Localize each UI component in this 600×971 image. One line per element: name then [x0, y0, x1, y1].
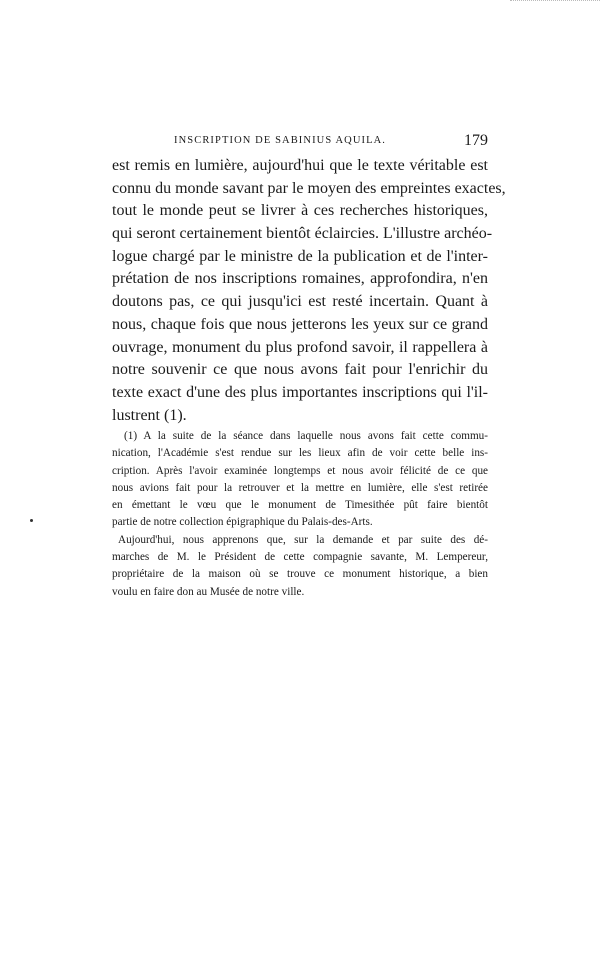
text-line: tout le monde peut se livrer à ces recherches historiques,: [112, 202, 488, 220]
running-title: INSCRIPTION DE SABINIUS AQUILA.: [174, 135, 387, 146]
footnote-line: marches de M. le Président de cette compagnie savante, M. Lempereur,: [112, 551, 488, 564]
footnote-line: en émettant le vœu que le monument de Timesithée pût faire bientôt: [112, 499, 488, 512]
footnote-line: cription. Après l'avoir examinée longtemps et nous avoir félicité de ce que: [112, 464, 488, 477]
text-line: qui seront certainement bientôt éclaircies. L'illustre archéo-: [112, 225, 493, 243]
text-line: logue chargé par le ministre de la publication et de l'inter-: [112, 247, 488, 265]
text-line: nous, chaque fois que nous jetterons les yeux sur ce grand: [112, 315, 488, 333]
scan-edge-mark: [510, 0, 600, 4]
page-header: [112, 133, 488, 153]
footnote-line: (1) A la suite de la séance dans laquelle nous avons fait cette commu-: [124, 430, 488, 442]
footnote-line: nication, l'Académie s'est rendue sur les lieux afin de voir cette belle ins-: [112, 447, 488, 460]
text-line: notre souvenir ce que nous avons fait pour l'enrichir du: [112, 361, 488, 379]
text-line: prétation de nos inscriptions romaines, approfondira, n'en: [112, 270, 488, 288]
footnote-line: partie de notre collection épigraphique du Palais-des-Arts.: [112, 516, 373, 529]
text-line: doutons pas, ce qui jusqu'ici est resté incertain. Quant à: [112, 293, 488, 311]
text-line: ouvrage, monument du plus profond savoir, il rappellera à: [112, 338, 488, 356]
footnote: [112, 428, 488, 601]
footnote-line: Aujourd'hui, nous apprenons que, sur la demande et par suite des dé-: [118, 533, 488, 546]
ink-speck: [30, 519, 33, 522]
text-line: connu du monde savant par le moyen des empreintes exactes,: [112, 179, 506, 197]
footnote-line: voulu en faire don au Musée de notre ville.: [112, 585, 305, 598]
footnote-line: nous avions fait pour la retrouver et la mettre en lumière, elle s'est retirée: [112, 481, 488, 494]
text-line: texte exact d'une des plus importantes inscriptions qui l'il-: [112, 383, 488, 401]
page-number: 179: [464, 132, 488, 149]
text-line: lustrent (1).: [112, 406, 187, 424]
main-text: [112, 155, 506, 427]
text-line: est remis en lumière, aujourd'hui que le texte véritable est: [112, 157, 488, 174]
footnote-line: propriétaire de la maison où se trouve ce monument historique, a bien: [112, 568, 488, 581]
